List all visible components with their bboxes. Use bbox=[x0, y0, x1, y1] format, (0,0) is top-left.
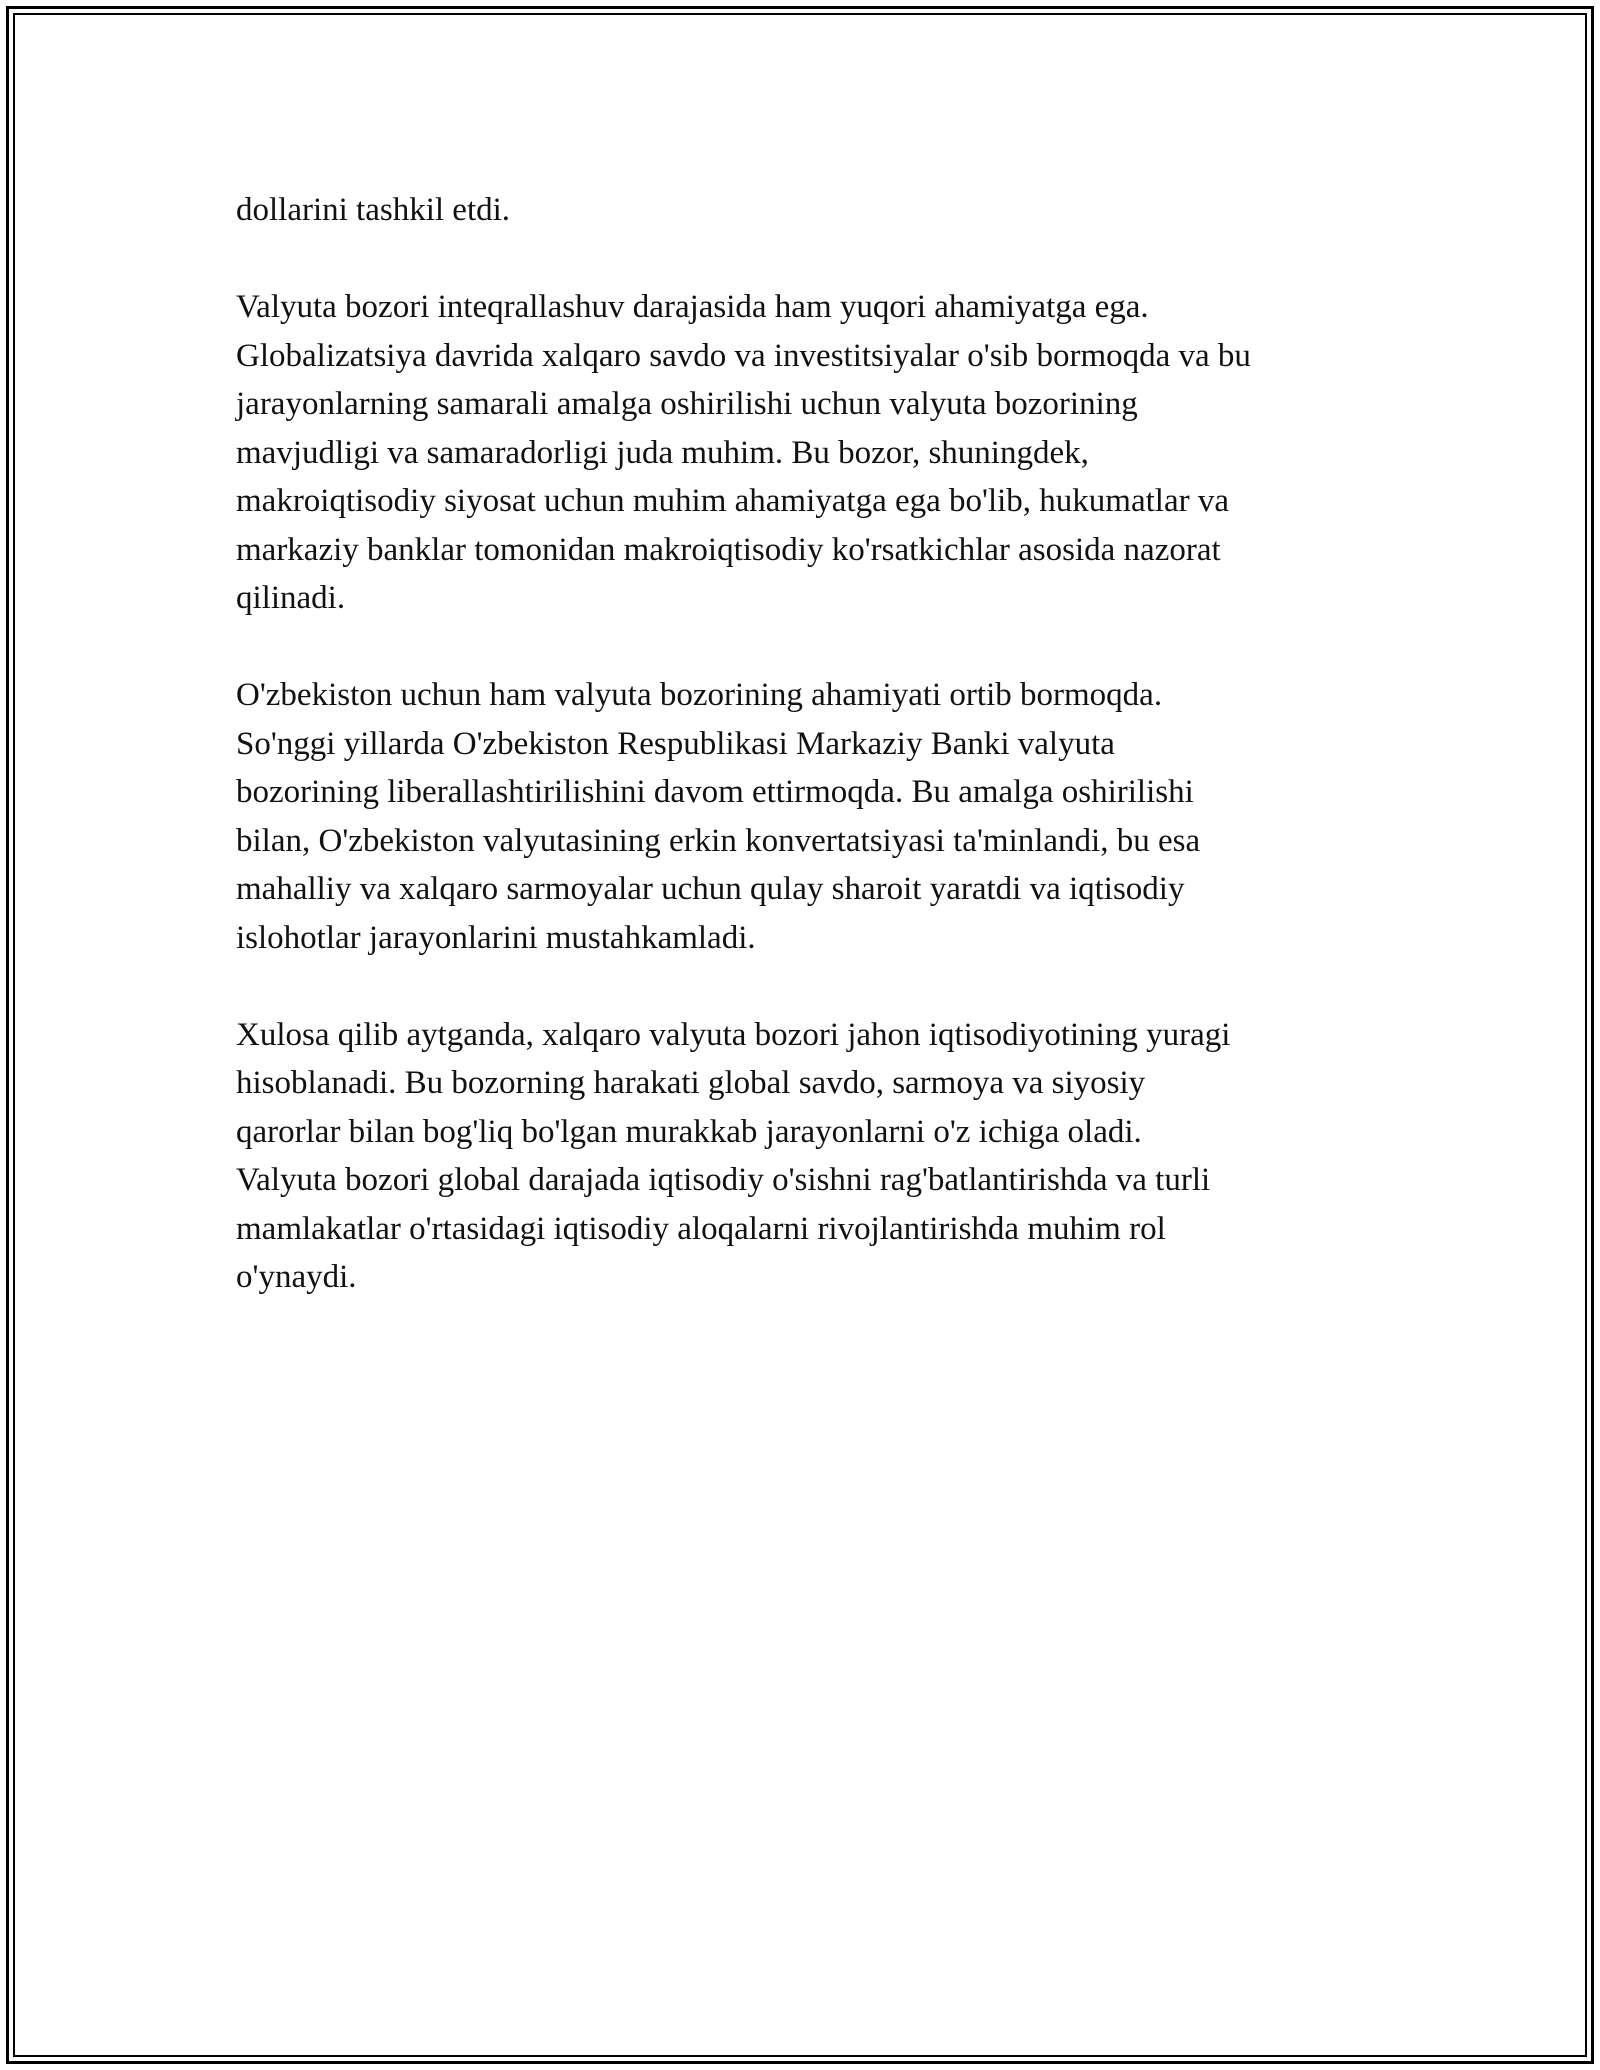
paragraph-conclusion: Xulosa qilib aytganda, xalqaro valyuta bozori jahon iqtisodiyotining yuragi hisoblanadi. Bu bozorning harakati global savdo, sarmoya va siyosiy qarorlar bilan bog'liq bo'lgan murakkab jarayonlarni o'z ichiga oladi. Valyuta bozori global darajada iqtisodiy o'sishni rag'batlantirishda va turli mamlakatlar o'rtasidagi iqtisodiy aloqalarni rivojlantirishda muhim rol o'ynaydi. bbox=[236, 1016, 1231, 1295]
document-body bbox=[236, 186, 1376, 1350]
paragraph-uzbekistan: O'zbekiston uchun ham valyuta bozorining ahamiyati ortib bormoqda. So'nggi yillarda O'zbekiston Respublikasi Markaziy Banki valyuta bozorining liberallashtirilishini davom ettirmoqda. Bu amalga oshirilishi bilan, O'zbekiston valyutasining erkin konvertatsiyasi ta'minlandi, bu esa mahalliy va xalqaro sarmoyalar uchun qulay sharoit yaratdi va iqtisodiy islohotlar jarayonlarini mustahkamladi. bbox=[236, 677, 1201, 956]
paragraph-integration: Valyuta bozori inteqrallashuv darajasida ham yuqori ahamiyatga ega. Globalizatsiya davrida xalqaro savdo va investitsiyalar o'sib bormoqda va bu jarayonlarning samarali amalga oshirilishi uchun valyuta bozorining mavjudligi va samaradorligi juda muhim. Bu bozor, shuningdek, makroiqtisodiy siyosat uchun muhim ahamiyatga ega bo'lib, hukumatlar va markaziy banklar tomonidan makroiqtisodiy ko'rsatkichlar asosida nazorat qilinadi. bbox=[236, 289, 1251, 616]
paragraph-continuation: dollarini tashkil etdi. bbox=[236, 192, 511, 228]
